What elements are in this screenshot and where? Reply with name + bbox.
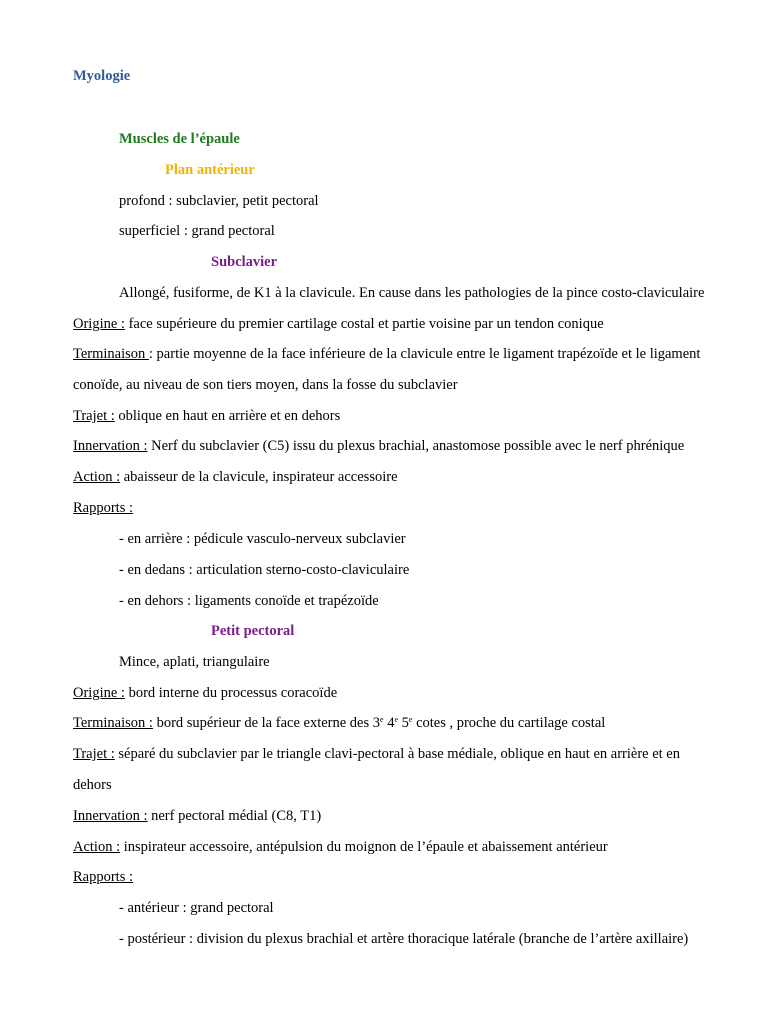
innervation-label: Innervation : (73, 808, 148, 824)
superscript: e (408, 715, 413, 724)
superficiel-line: superficiel : grand pectoral (119, 223, 275, 239)
superscript: e (380, 715, 384, 724)
rapport-item: - en dehors : ligaments conoïde et trapézoïde (119, 593, 379, 609)
terminaison-text: bord supérieur de la face externe des 3 (152, 715, 380, 731)
rapports-label: Rapports : (73, 500, 134, 516)
origine-label: Origine : (73, 685, 125, 701)
section-heading: Muscles de l’épaule (119, 131, 240, 147)
subclavier-innervation (73, 437, 684, 455)
rapport-item: - en arrière : pédicule vasculo-nerveux subclavier (119, 531, 406, 547)
petit-pectoral-trajet-cont: dehors (73, 777, 112, 793)
petit-pectoral-origine (73, 684, 337, 702)
terminaison-text: 4 (383, 715, 395, 731)
terminaison-text: cotes , proche du cartilage costal (412, 715, 606, 731)
origine-text: bord interne du processus coracoïde (124, 685, 338, 701)
innervation-text: nerf pectoral médial (C8, T1) (147, 808, 322, 824)
document-title: Myologie (73, 68, 131, 84)
subclavier-heading: Subclavier (211, 254, 278, 270)
terminaison-text: : partie moyenne de la face inférieure de la clavicule entre le ligament trapézoïde et le ligament (148, 346, 701, 362)
terminaison-text: 5 (398, 715, 409, 731)
origine-text: face supérieure du premier cartilage costal et partie voisine par un tendon conique (124, 316, 604, 332)
rapports-label: Rapports : (73, 869, 134, 885)
subclavier-action (73, 468, 398, 486)
trajet-label: Trajet : (73, 408, 115, 424)
terminaison-label: Terminaison (73, 346, 149, 362)
trajet-text: oblique en haut en arrière et en dehors (114, 408, 341, 424)
subclavier-origine (73, 315, 604, 333)
subclavier-rapports (73, 499, 133, 517)
innervation-label: Innervation : (73, 438, 148, 454)
rapport-item: - antérieur : grand pectoral (119, 900, 274, 916)
petit-pectoral-intro: Mince, aplati, triangulaire (119, 654, 270, 670)
petit-pectoral-rapports (73, 868, 133, 886)
petit-pectoral-action (73, 838, 608, 856)
subclavier-terminaison-cont: conoïde, au niveau de son tiers moyen, dans la fosse du subclavier (73, 377, 458, 393)
profond-line: profond : subclavier, petit pectoral (119, 193, 319, 209)
trajet-text: séparé du subclavier par le triangle clavi-pectoral à base médiale, oblique en haut en arrière et en (114, 746, 680, 762)
petit-pectoral-innervation (73, 807, 321, 825)
subclavier-trajet (73, 407, 340, 425)
terminaison-label: Terminaison : (73, 715, 153, 731)
action-label: Action : (73, 839, 121, 855)
origine-label: Origine : (73, 316, 125, 332)
subsection-heading: Plan antérieur (165, 162, 255, 178)
rapport-item: - postérieur : division du plexus brachial et artère thoracique latérale (branche de l’artère axillaire) (119, 931, 689, 947)
petit-pectoral-terminaison (73, 714, 605, 732)
subclavier-intro: Allongé, fusiforme, de K1 à la clavicule. En cause dans les pathologies de la pince costo-claviculaire (119, 285, 705, 301)
action-text: abaisseur de la clavicule, inspirateur accessoire (120, 469, 398, 485)
rapport-item: - en dedans : articulation sterno-costo-claviculaire (119, 562, 410, 578)
trajet-label: Trajet : (73, 746, 115, 762)
innervation-text: Nerf du subclavier (C5) issu du plexus brachial, anastomose possible avec le nerf phrénique (147, 438, 685, 454)
petit-pectoral-heading: Petit pectoral (211, 623, 295, 639)
subclavier-terminaison (73, 345, 700, 363)
superscript: e (394, 715, 398, 724)
petit-pectoral-trajet (73, 745, 680, 763)
action-label: Action : (73, 469, 121, 485)
action-text: inspirateur accessoire, antépulsion du moignon de l’épaule et abaissement antérieur (120, 839, 608, 855)
